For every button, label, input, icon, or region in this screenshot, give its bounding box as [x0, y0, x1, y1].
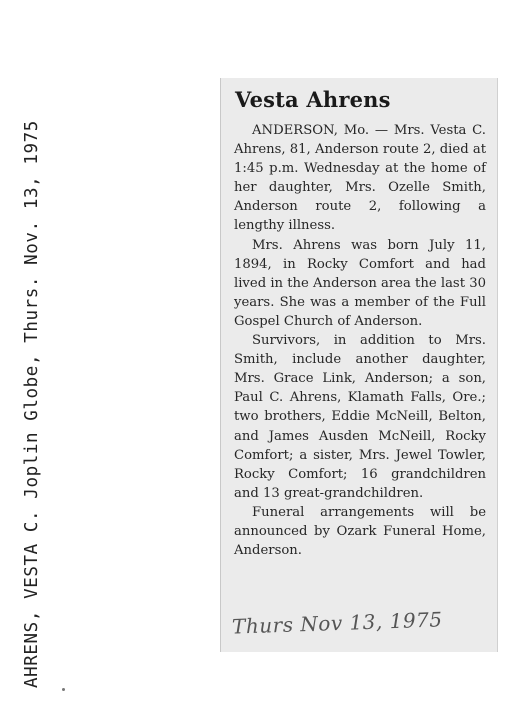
- obituary-paragraph: Survivors, in addition to Mrs. Smith, include another daughter, Mrs. Grace Link, Anderson; a son, Paul C. Ahrens, Klamath Falls, Ore.; two brothers, Eddie McNeill, Belton, and James Ausden McNeill, Rocky Comfort; a sister, Mrs. Jewel Towler, Rocky Comfort; 16 grandchildren and 13 great-grandchildren.: [234, 333, 486, 501]
- obituary-paragraph: Mrs. Ahrens was born July 11, 1894, in Rocky Comfort and had lived in the Anderson area the last 30 years. She was a member of the Full Gospel Church of Anderson.: [234, 237, 486, 329]
- obituary-body: [234, 121, 486, 560]
- scan-speck: [62, 688, 65, 691]
- handwritten-date: Thurs Nov 13, 1975: [231, 607, 443, 639]
- obituary-paragraph: ANDERSON, Mo. — Mrs. Vesta C. Ahrens, 81, Anderson route 2, died at 1:45 p.m. Wednesday at the home of her daughter, Mrs. Ozelle Smith, Anderson route 2, following a lengthy illness.: [234, 123, 486, 234]
- obituary-headline: Vesta Ahrens: [235, 87, 391, 112]
- file-label: AHRENS, VESTA C. Joplin Globe, Thurs. Nov. 13, 1975: [22, 120, 42, 688]
- obituary-paragraph: Funeral arrangements will be announced by Ozark Funeral Home, Anderson.: [234, 504, 486, 559]
